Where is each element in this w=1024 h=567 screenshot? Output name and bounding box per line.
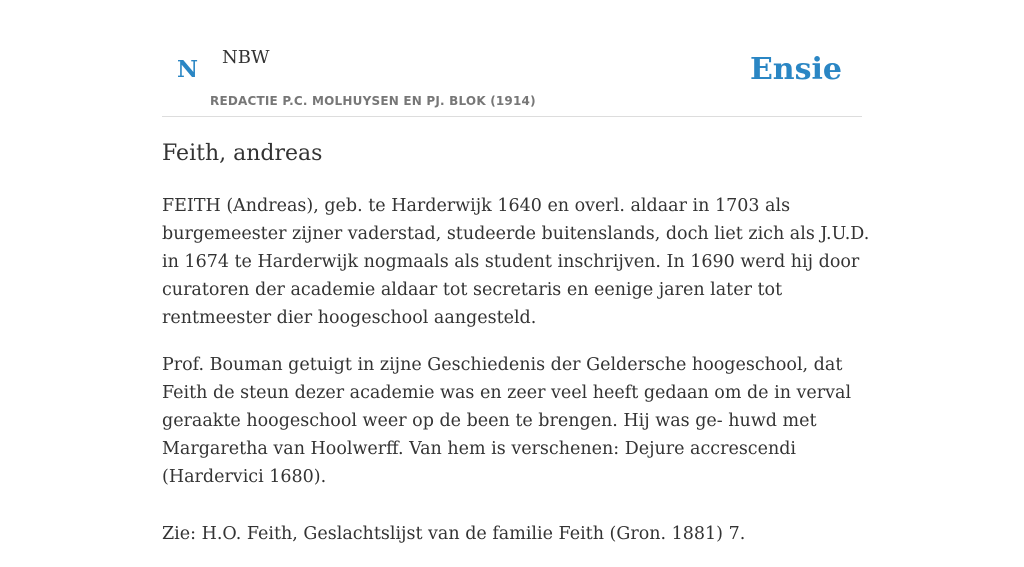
source-title[interactable]: NBW xyxy=(222,47,270,68)
article-title: Feith, andreas xyxy=(162,141,323,166)
source-logo[interactable]: N xyxy=(177,56,199,83)
page-header xyxy=(162,0,862,117)
article-paragraph: FEITH (Andreas), geb. te Harderwijk 1640 en overl. aldaar in 1703 als burgemeester zijner vaderstad, studeerde buitenslands, doch liet zich als J.U.D. in 1674 te Harderwijk nogmaals als student inschrijven. In 1690 werd hij door curatoren der academie aldaar tot secretaris en eenige jaren later tot rentmeester dier hoogeschool aangesteld. xyxy=(162,196,870,328)
ensie-logo[interactable]: Ensie xyxy=(749,52,842,87)
article-reference: Zie: H.O. Feith, Geslachtslijst van de familie Feith (Gron. 1881) 7. xyxy=(162,524,746,544)
source-subtitle: REDACTIE P.C. MOLHUYSEN EN PJ. BLOK (1914) xyxy=(210,94,536,108)
article-paragraph: Prof. Bouman getuigt in zijne Geschiedenis der Geldersche hoogeschool, dat Feith de steun dezer academie was en zeer veel heeft gedaan om de in verval geraakte hoogeschool weer op de been te brengen. Hij was ge- huwd met Margaretha van Hoolwerff. Van hem is verschenen: Dejure accrescendi (Hardervici 1680). xyxy=(162,355,852,487)
article-body xyxy=(162,192,870,567)
